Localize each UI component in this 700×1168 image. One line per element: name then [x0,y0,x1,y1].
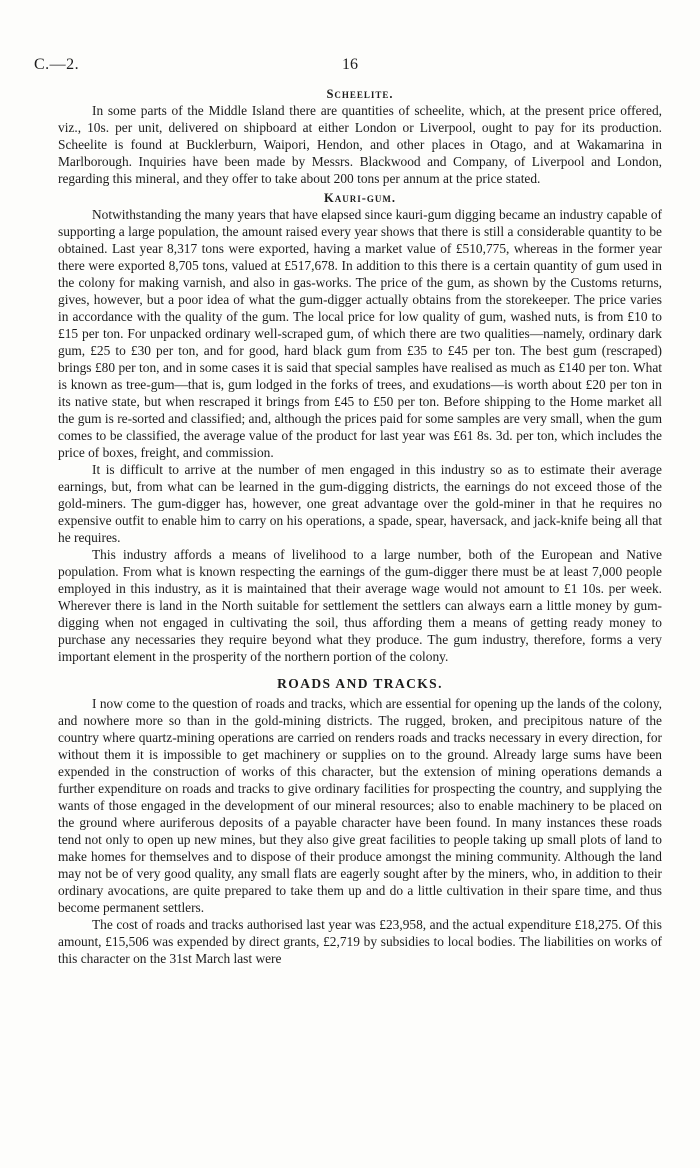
section-scheelite [58,87,662,187]
paragraph: In some parts of the Middle Island there are quantities of scheelite, which, at the present price offered, viz., 10s. per unit, delivered on shipboard at either London or Liverpool, ought to pay for its production. Scheelite is found at Bucklerburn, Waipori, Hendon, and other places in Otago, and at Wakamarina in Marlborough. Inquiries have been made by Messrs. Blackwood and Company, of Liverpool and London, regarding this mineral, and they offer to take about 200 tons per annum at the price stated. [58,103,662,186]
page-body [58,87,662,967]
paragraph: It is difficult to arrive at the number of men engaged in this industry so as to estimate their average earnings, but, from what can be learned in the gum-digging districts, the earnings do not exceed those of the gold-miners. The gum-digger has, however, one great advantage over the gold-miner in that he requires no expensive outfit to enable him to carry on his operations, a spade, spear, haversack, and jack-knife being all that he requires. [58,462,662,545]
page-number: 16 [342,56,358,73]
paragraph: I now come to the question of roads and tracks, which are essential for opening up the lands of the colony, and nowhere more so than in the gold-mining districts. The rugged, broken, and precipitous nature of the country where quartz-mining operations are carried on renders roads and tracks necessary in every direction, for without them it is impossible to get machinery or supplies on to the ground. Already large sums have been expended in the construction of works of this character, but the extension of mining operations demands a further expenditure on roads and tracks to give ordinary facilities for prospecting the country, and supplying the wants of those engaged in the development of our mineral resources; also to enable machinery to be placed on the ground where auriferous deposits of a payable character have been found. In many instances these roads tend not only to open up new mines, but they also give great facilities to people taking up small plots of land to make homes for themselves and to dispose of their produce amongst the mining community. Although the land may not be of very good quality, any small flats are eagerly sought after by the miners, who, in addition to their ordinary avocations, are quite prepared to take them up and do a little cultivation in their spare time, and thus become permanent settlers. [58,696,662,915]
page-header [34,56,666,80]
paragraph: The cost of roads and tracks authorised last year was £23,958, and the actual expenditure £18,275. Of this amount, £15,506 was expended by direct grants, £2,719 by subsidies to local bodies. The liabilities on works of this character on the 31st March last were [58,917,662,966]
paragraph: Notwithstanding the many years that have elapsed since kauri-gum digging became an industry capable of supporting a large population, the amount raised every year shows that there is still a considerable quantity to be obtained. Last year 8,317 tons were exported, having a market value of £510,775, whereas in the former year there were exported 8,705 tons, valued at £517,678. In addition to this there is a certain quantity of gum used in the colony for making varnish, and also in gas-works. The price of the gum, as shown by the Customs returns, gives, however, but a poor idea of what the gum-digger actually obtains from the storekeeper. The price varies in accordance with the quality of the gum. The local price for low quality of gum, washed nuts, is from £10 to £15 per ton. For unpacked ordinary well-scraped gum, of which there are two qualities—namely, ordinary dark gum, £25 to £30 per ton, and for good, hard black gum from £35 to £45 per ton. The best gum (rescraped) brings £80 per ton, and in some cases it is said that special samples have realised as much as £140 per ton. What is known as tree-gum—that is, gum lodged in the forks of trees, and exudations—is worth about £20 per ton in its native state, but when rescraped it brings from £45 to £50 per ton. Before shipping to the Home market all the gum is re-sorted and classified; and, although the prices paid for some samples are very small, when the gum comes to be classified, the average value of the product for last year was £61 8s. 3d. per ton, which includes the price of boxes, freight, and commission. [58,207,662,460]
section-roads-and-tracks [58,675,662,967]
section-heading-kauri-gum: Kauri-gum. [323,191,396,205]
section-heading-scheelite: Scheelite. [326,87,394,101]
section-kauri-gum [58,191,662,665]
document-reference: C.—2. [34,56,80,73]
section-heading-roads-and-tracks: ROADS AND TRACKS. [277,676,443,691]
paragraph: This industry affords a means of livelihood to a large number, both of the European and Native population. From what is known respecting the earnings of the gum-digger there must be at least 7,000 people employed in this industry, as it is maintained that their average wage would not amount to £1 10s. per week. Wherever there is land in the North suitable for settlement the settlers can always earn a little money by gum-digging when not engaged in cultivating the soil, thus affording them a means of getting ready money to purchase any necessaries they require beyond what they produce. The gum industry, therefore, forms a very important element in the prosperity of the northern portion of the colony. [58,547,662,664]
